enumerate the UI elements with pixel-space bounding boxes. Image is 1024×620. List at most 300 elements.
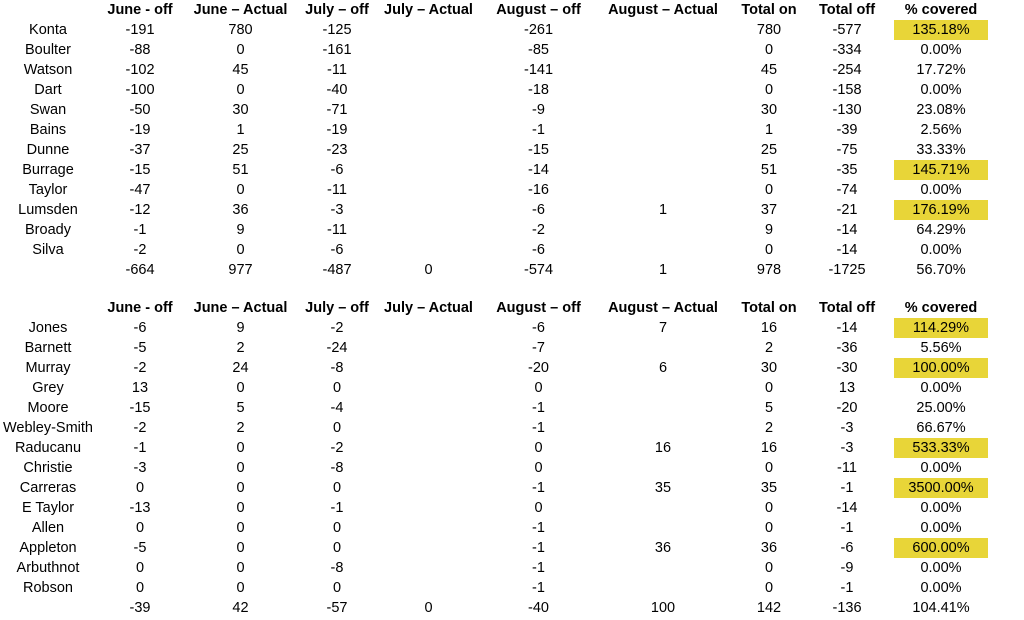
data-cell[interactable]: -4: [330, 400, 344, 416]
player-name[interactable]: Lumsden: [18, 202, 78, 218]
percent-covered-cell[interactable]: 17.72%: [916, 62, 966, 78]
data-cell[interactable]: -11: [327, 222, 347, 238]
col-header[interactable]: June - off: [107, 2, 173, 18]
data-cell[interactable]: [596, 160, 730, 180]
col-header[interactable]: % covered: [904, 300, 978, 316]
data-cell[interactable]: [596, 498, 730, 518]
data-cell[interactable]: -8: [330, 560, 344, 576]
data-cell[interactable]: 0: [332, 480, 342, 496]
data-cell[interactable]: [376, 378, 481, 398]
data-cell[interactable]: -577: [832, 22, 862, 38]
data-cell[interactable]: [376, 538, 481, 558]
total-cell[interactable]: 0: [424, 600, 433, 616]
player-name[interactable]: Broady: [25, 222, 71, 238]
data-cell[interactable]: 0: [236, 460, 245, 476]
data-cell[interactable]: [596, 220, 730, 240]
data-cell[interactable]: 0: [332, 580, 342, 596]
data-cell[interactable]: 25: [232, 142, 249, 158]
data-cell[interactable]: -1: [532, 520, 545, 536]
data-cell[interactable]: [596, 140, 730, 160]
player-name[interactable]: Appleton: [19, 540, 77, 556]
data-cell[interactable]: [376, 498, 481, 518]
data-cell[interactable]: [596, 120, 730, 140]
percent-covered-cell[interactable]: 5.56%: [920, 340, 962, 356]
data-cell[interactable]: -130: [832, 102, 862, 118]
data-cell[interactable]: -1: [532, 580, 545, 596]
data-cell[interactable]: -11: [837, 460, 857, 476]
data-cell[interactable]: -23: [326, 142, 348, 158]
data-cell[interactable]: [376, 438, 481, 458]
data-cell[interactable]: 0: [236, 42, 245, 58]
data-cell[interactable]: 0: [236, 242, 245, 258]
data-cell[interactable]: [596, 398, 730, 418]
data-cell[interactable]: 0: [236, 580, 245, 596]
data-cell[interactable]: 2: [764, 340, 774, 356]
data-cell[interactable]: -7: [532, 340, 545, 356]
data-cell[interactable]: 0: [135, 520, 145, 536]
data-cell[interactable]: -161: [322, 42, 352, 58]
player-name[interactable]: Taylor: [28, 182, 68, 198]
data-cell[interactable]: -39: [836, 122, 858, 138]
percent-covered-cell[interactable]: 0.00%: [920, 460, 962, 476]
data-cell[interactable]: -1: [840, 520, 854, 536]
data-cell[interactable]: 16: [760, 440, 778, 456]
data-cell[interactable]: [376, 100, 481, 120]
data-cell[interactable]: -1: [840, 580, 854, 596]
percent-covered-cell[interactable]: 0.00%: [920, 500, 962, 516]
player-name[interactable]: Boulter: [25, 42, 71, 58]
data-cell[interactable]: 13: [131, 380, 149, 396]
data-cell[interactable]: -36: [836, 340, 858, 356]
player-name[interactable]: E Taylor: [21, 500, 75, 516]
percent-covered-cell[interactable]: 33.33%: [916, 142, 966, 158]
data-cell[interactable]: [376, 478, 481, 498]
data-cell[interactable]: -141: [523, 62, 554, 78]
data-cell[interactable]: -47: [129, 182, 151, 198]
data-cell[interactable]: 36: [760, 540, 778, 556]
data-cell[interactable]: 45: [232, 62, 249, 78]
data-cell[interactable]: [596, 60, 730, 80]
data-cell[interactable]: -19: [129, 122, 151, 138]
percent-covered-cell[interactable]: 0.00%: [920, 82, 962, 98]
data-cell[interactable]: 37: [760, 202, 778, 218]
table-row: [0, 518, 1024, 538]
data-cell[interactable]: 0: [764, 500, 774, 516]
data-cell[interactable]: -6: [840, 540, 854, 556]
col-header[interactable]: July – Actual: [384, 300, 473, 316]
data-cell[interactable]: 0: [764, 380, 774, 396]
player-name[interactable]: Robson: [23, 580, 73, 596]
data-cell[interactable]: [376, 558, 481, 578]
data-cell[interactable]: -1: [532, 122, 545, 138]
data-cell[interactable]: 0: [236, 560, 245, 576]
data-cell[interactable]: 0: [236, 182, 245, 198]
data-cell[interactable]: 13: [838, 380, 856, 396]
data-cell[interactable]: 51: [232, 162, 249, 178]
player-name[interactable]: Silva: [32, 242, 64, 258]
col-header[interactable]: August – off: [496, 300, 581, 316]
data-cell[interactable]: -1: [532, 420, 545, 436]
player-name[interactable]: Webley-Smith: [3, 420, 93, 436]
col-header[interactable]: July – off: [305, 2, 369, 18]
data-cell[interactable]: 0: [135, 480, 145, 496]
data-cell[interactable]: -3: [840, 440, 854, 456]
data-cell[interactable]: 5: [236, 400, 245, 416]
data-cell[interactable]: 0: [332, 380, 342, 396]
data-cell[interactable]: -40: [326, 82, 348, 98]
data-cell[interactable]: -14: [836, 242, 858, 258]
table-row: [0, 220, 1024, 240]
total-cell[interactable]: 1: [658, 262, 668, 278]
data-cell[interactable]: 7: [658, 320, 668, 336]
table-row: [0, 558, 1024, 578]
player-name[interactable]: Watson: [23, 62, 73, 78]
data-cell[interactable]: 0: [236, 520, 245, 536]
data-cell[interactable]: 9: [236, 222, 245, 238]
col-header[interactable]: August – Actual: [608, 2, 718, 18]
data-cell[interactable]: -6: [532, 202, 545, 218]
col-header[interactable]: June – Actual: [193, 300, 288, 316]
player-name[interactable]: Arbuthnot: [16, 560, 80, 576]
data-cell[interactable]: 0: [332, 420, 342, 436]
col-header[interactable]: August – Actual: [608, 300, 718, 316]
data-cell[interactable]: -5: [133, 540, 147, 556]
player-name[interactable]: Dart: [34, 82, 62, 98]
data-cell[interactable]: 2: [236, 340, 245, 356]
data-cell[interactable]: [376, 80, 481, 100]
data-cell[interactable]: -20: [528, 360, 549, 376]
percent-covered-cell[interactable]: 0.00%: [920, 520, 962, 536]
data-cell[interactable]: -1: [840, 480, 854, 496]
data-cell[interactable]: [376, 140, 481, 160]
data-cell[interactable]: [376, 578, 481, 598]
data-cell[interactable]: -1: [532, 400, 545, 416]
percent-covered-cell[interactable]: 0.00%: [920, 560, 962, 576]
data-cell[interactable]: -20: [836, 400, 858, 416]
data-cell[interactable]: -1: [532, 480, 545, 496]
player-name[interactable]: Bains: [29, 122, 67, 138]
data-cell[interactable]: -125: [322, 22, 352, 38]
data-cell[interactable]: -88: [129, 42, 151, 58]
data-cell[interactable]: 9: [236, 320, 245, 336]
player-name[interactable]: Carreras: [19, 480, 77, 496]
data-cell[interactable]: [376, 180, 481, 200]
data-cell[interactable]: 0: [236, 82, 245, 98]
percent-covered-cell[interactable]: 135.18%: [894, 20, 988, 40]
data-cell[interactable]: 45: [760, 62, 778, 78]
data-cell[interactable]: 0: [534, 440, 543, 456]
data-cell[interactable]: -18: [528, 82, 549, 98]
data-cell[interactable]: 780: [756, 22, 782, 38]
data-cell[interactable]: -191: [125, 22, 155, 38]
data-cell[interactable]: 1: [658, 202, 668, 218]
data-cell[interactable]: -8: [330, 360, 344, 376]
col-header[interactable]: Total off: [818, 2, 876, 18]
data-cell[interactable]: -3: [133, 460, 147, 476]
data-cell[interactable]: [376, 338, 481, 358]
data-cell[interactable]: 36: [654, 540, 672, 556]
total-cell[interactable]: -40: [528, 600, 549, 616]
percent-covered-cell[interactable]: 0.00%: [920, 380, 962, 396]
data-cell[interactable]: 24: [232, 360, 249, 376]
data-cell[interactable]: 0: [764, 520, 774, 536]
data-cell[interactable]: -3: [330, 202, 344, 218]
data-cell[interactable]: -254: [832, 62, 862, 78]
data-cell[interactable]: [596, 40, 730, 60]
data-cell[interactable]: 25: [760, 142, 778, 158]
data-cell[interactable]: -30: [836, 360, 858, 376]
data-cell[interactable]: 2: [236, 420, 245, 436]
data-cell[interactable]: 0: [236, 500, 245, 516]
percent-covered-cell[interactable]: 3500.00%: [894, 478, 988, 498]
data-cell[interactable]: [376, 358, 481, 378]
player-name[interactable]: Moore: [27, 400, 69, 416]
data-cell[interactable]: -1: [330, 500, 344, 516]
data-cell[interactable]: 0: [534, 460, 543, 476]
data-cell[interactable]: -5: [133, 340, 147, 356]
total-cell[interactable]: -574: [523, 262, 554, 278]
percent-covered-cell[interactable]: 600.00%: [894, 538, 988, 558]
player-name[interactable]: Burrage: [22, 162, 74, 178]
data-cell[interactable]: 51: [760, 162, 778, 178]
data-cell[interactable]: [596, 578, 730, 598]
data-cell[interactable]: 30: [232, 102, 249, 118]
total-cell[interactable]: -664: [125, 262, 155, 278]
data-cell[interactable]: -19: [326, 122, 348, 138]
data-cell[interactable]: -11: [327, 182, 347, 198]
player-name[interactable]: Grey: [32, 380, 64, 396]
data-cell[interactable]: -6: [532, 242, 545, 258]
data-cell[interactable]: [596, 558, 730, 578]
data-cell[interactable]: 30: [760, 102, 778, 118]
data-cell[interactable]: -15: [528, 142, 549, 158]
data-cell[interactable]: -15: [129, 400, 151, 416]
total-cell[interactable]: -39: [129, 600, 151, 616]
data-cell[interactable]: -9: [532, 102, 545, 118]
data-cell[interactable]: [596, 80, 730, 100]
percent-covered-cell[interactable]: 23.08%: [916, 102, 966, 118]
data-cell[interactable]: -334: [832, 42, 862, 58]
total-cell[interactable]: -1725: [828, 262, 866, 278]
data-cell[interactable]: [596, 518, 730, 538]
data-cell[interactable]: [376, 40, 481, 60]
data-cell[interactable]: 0: [236, 540, 245, 556]
data-cell[interactable]: 6: [658, 360, 668, 376]
data-cell[interactable]: -75: [836, 142, 858, 158]
data-cell[interactable]: 0: [764, 82, 774, 98]
player-name[interactable]: Allen: [31, 520, 65, 536]
data-cell[interactable]: 780: [228, 22, 253, 38]
total-cell[interactable]: 100: [650, 600, 676, 616]
col-header[interactable]: % covered: [904, 2, 978, 18]
data-cell[interactable]: [596, 458, 730, 478]
total-cell[interactable]: 977: [228, 262, 253, 278]
col-header[interactable]: June - off: [107, 300, 173, 316]
total-cell[interactable]: 978: [756, 262, 782, 278]
data-cell[interactable]: -3: [840, 420, 854, 436]
data-cell[interactable]: -85: [528, 42, 549, 58]
percent-covered-cell[interactable]: 114.29%: [894, 318, 988, 338]
data-cell[interactable]: -6: [133, 320, 147, 336]
data-cell[interactable]: [596, 418, 730, 438]
player-name[interactable]: Konta: [29, 22, 67, 38]
data-cell[interactable]: [376, 60, 481, 80]
data-cell[interactable]: -12: [129, 202, 151, 218]
data-cell[interactable]: 1: [236, 122, 245, 138]
data-cell[interactable]: [376, 398, 481, 418]
total-cell[interactable]: 42: [232, 600, 249, 616]
data-cell[interactable]: -74: [836, 182, 858, 198]
data-cell[interactable]: 0: [764, 182, 774, 198]
data-cell[interactable]: -158: [832, 82, 862, 98]
data-cell[interactable]: [376, 418, 481, 438]
data-cell[interactable]: [376, 200, 481, 220]
data-cell[interactable]: 0: [332, 520, 342, 536]
data-cell[interactable]: 0: [764, 242, 774, 258]
data-cell[interactable]: -100: [125, 82, 155, 98]
data-cell[interactable]: -1: [133, 222, 147, 238]
data-cell[interactable]: [376, 220, 481, 240]
data-cell[interactable]: -2: [330, 320, 344, 336]
percent-covered-cell[interactable]: 0.00%: [920, 242, 962, 258]
total-cell[interactable]: -136: [832, 600, 862, 616]
percent-covered-cell[interactable]: 2.56%: [920, 122, 962, 138]
data-cell[interactable]: -1: [532, 560, 545, 576]
total-cell[interactable]: -487: [322, 262, 352, 278]
data-cell[interactable]: -16: [528, 182, 549, 198]
data-cell[interactable]: [376, 240, 481, 260]
player-name[interactable]: Barnett: [24, 340, 72, 356]
percent-covered-cell[interactable]: 176.19%: [894, 200, 988, 220]
data-cell[interactable]: -13: [129, 500, 151, 516]
data-cell[interactable]: 0: [135, 560, 145, 576]
data-cell[interactable]: -71: [326, 102, 348, 118]
data-cell[interactable]: -14: [836, 222, 858, 238]
data-cell[interactable]: [596, 100, 730, 120]
data-cell[interactable]: -15: [129, 162, 151, 178]
data-cell[interactable]: -2: [133, 360, 147, 376]
data-cell[interactable]: -21: [836, 202, 858, 218]
percent-covered-cell[interactable]: 64.29%: [916, 222, 966, 238]
col-header[interactable]: Total on: [741, 300, 797, 316]
data-cell[interactable]: 0: [534, 380, 543, 396]
player-name[interactable]: Swan: [29, 102, 67, 118]
percent-covered-cell[interactable]: 145.71%: [894, 160, 988, 180]
data-cell[interactable]: [596, 20, 730, 40]
data-cell[interactable]: 0: [764, 460, 774, 476]
data-cell[interactable]: 5: [764, 400, 774, 416]
data-cell[interactable]: -2: [133, 420, 147, 436]
data-cell[interactable]: 0: [236, 440, 245, 456]
data-cell[interactable]: 0: [332, 540, 342, 556]
data-cell[interactable]: 0: [534, 500, 543, 516]
data-cell[interactable]: 0: [135, 580, 145, 596]
data-cell[interactable]: -14: [836, 320, 858, 336]
data-cell[interactable]: 0: [236, 380, 245, 396]
data-cell[interactable]: -2: [532, 222, 545, 238]
col-header[interactable]: June – Actual: [193, 2, 288, 18]
data-cell[interactable]: [376, 318, 481, 338]
totals-row: [0, 260, 1024, 280]
data-cell[interactable]: 2: [764, 420, 774, 436]
total-percent-cell[interactable]: 56.70%: [916, 262, 966, 278]
data-cell[interactable]: 9: [764, 222, 774, 238]
data-cell[interactable]: 0: [764, 42, 774, 58]
player-name[interactable]: Murray: [25, 360, 71, 376]
data-cell[interactable]: -50: [129, 102, 151, 118]
percent-covered-cell[interactable]: 100.00%: [894, 358, 988, 378]
data-cell[interactable]: -6: [532, 320, 545, 336]
data-cell[interactable]: 0: [236, 480, 245, 496]
data-cell[interactable]: -1: [133, 440, 147, 456]
data-cell[interactable]: 35: [654, 480, 672, 496]
data-cell[interactable]: 36: [232, 202, 249, 218]
data-cell[interactable]: -14: [528, 162, 549, 178]
data-cell[interactable]: 1: [764, 122, 774, 138]
data-cell[interactable]: -37: [129, 142, 151, 158]
data-cell[interactable]: -2: [133, 242, 147, 258]
data-cell[interactable]: [376, 160, 481, 180]
data-cell[interactable]: -2: [330, 440, 344, 456]
total-percent-cell[interactable]: 104.41%: [912, 600, 970, 616]
percent-covered-cell[interactable]: 0.00%: [920, 580, 962, 596]
data-cell[interactable]: -6: [330, 242, 344, 258]
data-cell[interactable]: -102: [125, 62, 155, 78]
data-cell[interactable]: [376, 120, 481, 140]
player-name[interactable]: Christie: [23, 460, 73, 476]
player-name[interactable]: Raducanu: [14, 440, 82, 456]
col-header[interactable]: July – Actual: [384, 2, 473, 18]
data-cell[interactable]: [376, 20, 481, 40]
data-cell[interactable]: 0: [764, 560, 774, 576]
data-cell[interactable]: -35: [836, 162, 858, 178]
data-cell[interactable]: -24: [326, 340, 348, 356]
data-cell[interactable]: 16: [760, 320, 778, 336]
col-header[interactable]: July – off: [305, 300, 369, 316]
percent-covered-cell[interactable]: 25.00%: [916, 400, 966, 416]
player-name[interactable]: Jones: [28, 320, 68, 336]
data-cell[interactable]: 30: [760, 360, 778, 376]
data-cell[interactable]: 16: [654, 440, 672, 456]
data-cell[interactable]: -9: [840, 560, 854, 576]
data-cell[interactable]: [596, 338, 730, 358]
data-cell[interactable]: -6: [330, 162, 344, 178]
col-header[interactable]: Total on: [741, 2, 797, 18]
data-cell[interactable]: 35: [760, 480, 778, 496]
data-cell[interactable]: [596, 378, 730, 398]
data-cell[interactable]: -14: [836, 500, 858, 516]
percent-covered-cell[interactable]: 0.00%: [920, 182, 962, 198]
col-header[interactable]: Total off: [818, 300, 876, 316]
percent-covered-cell[interactable]: 0.00%: [920, 42, 962, 58]
total-cell[interactable]: -57: [326, 600, 348, 616]
data-cell[interactable]: -11: [327, 62, 347, 78]
col-header[interactable]: August – off: [496, 2, 581, 18]
total-cell[interactable]: 142: [756, 600, 782, 616]
percent-covered-cell[interactable]: 533.33%: [894, 438, 988, 458]
data-cell[interactable]: -8: [330, 460, 344, 476]
player-name[interactable]: Dunne: [26, 142, 70, 158]
data-cell[interactable]: [596, 180, 730, 200]
data-cell[interactable]: -261: [523, 22, 554, 38]
total-cell[interactable]: 0: [424, 262, 433, 278]
data-cell[interactable]: 0: [764, 580, 774, 596]
data-cell[interactable]: -1: [532, 540, 545, 556]
data-cell[interactable]: [376, 458, 481, 478]
data-cell[interactable]: [596, 240, 730, 260]
percent-covered-cell[interactable]: 66.67%: [916, 420, 966, 436]
data-cell[interactable]: [376, 518, 481, 538]
